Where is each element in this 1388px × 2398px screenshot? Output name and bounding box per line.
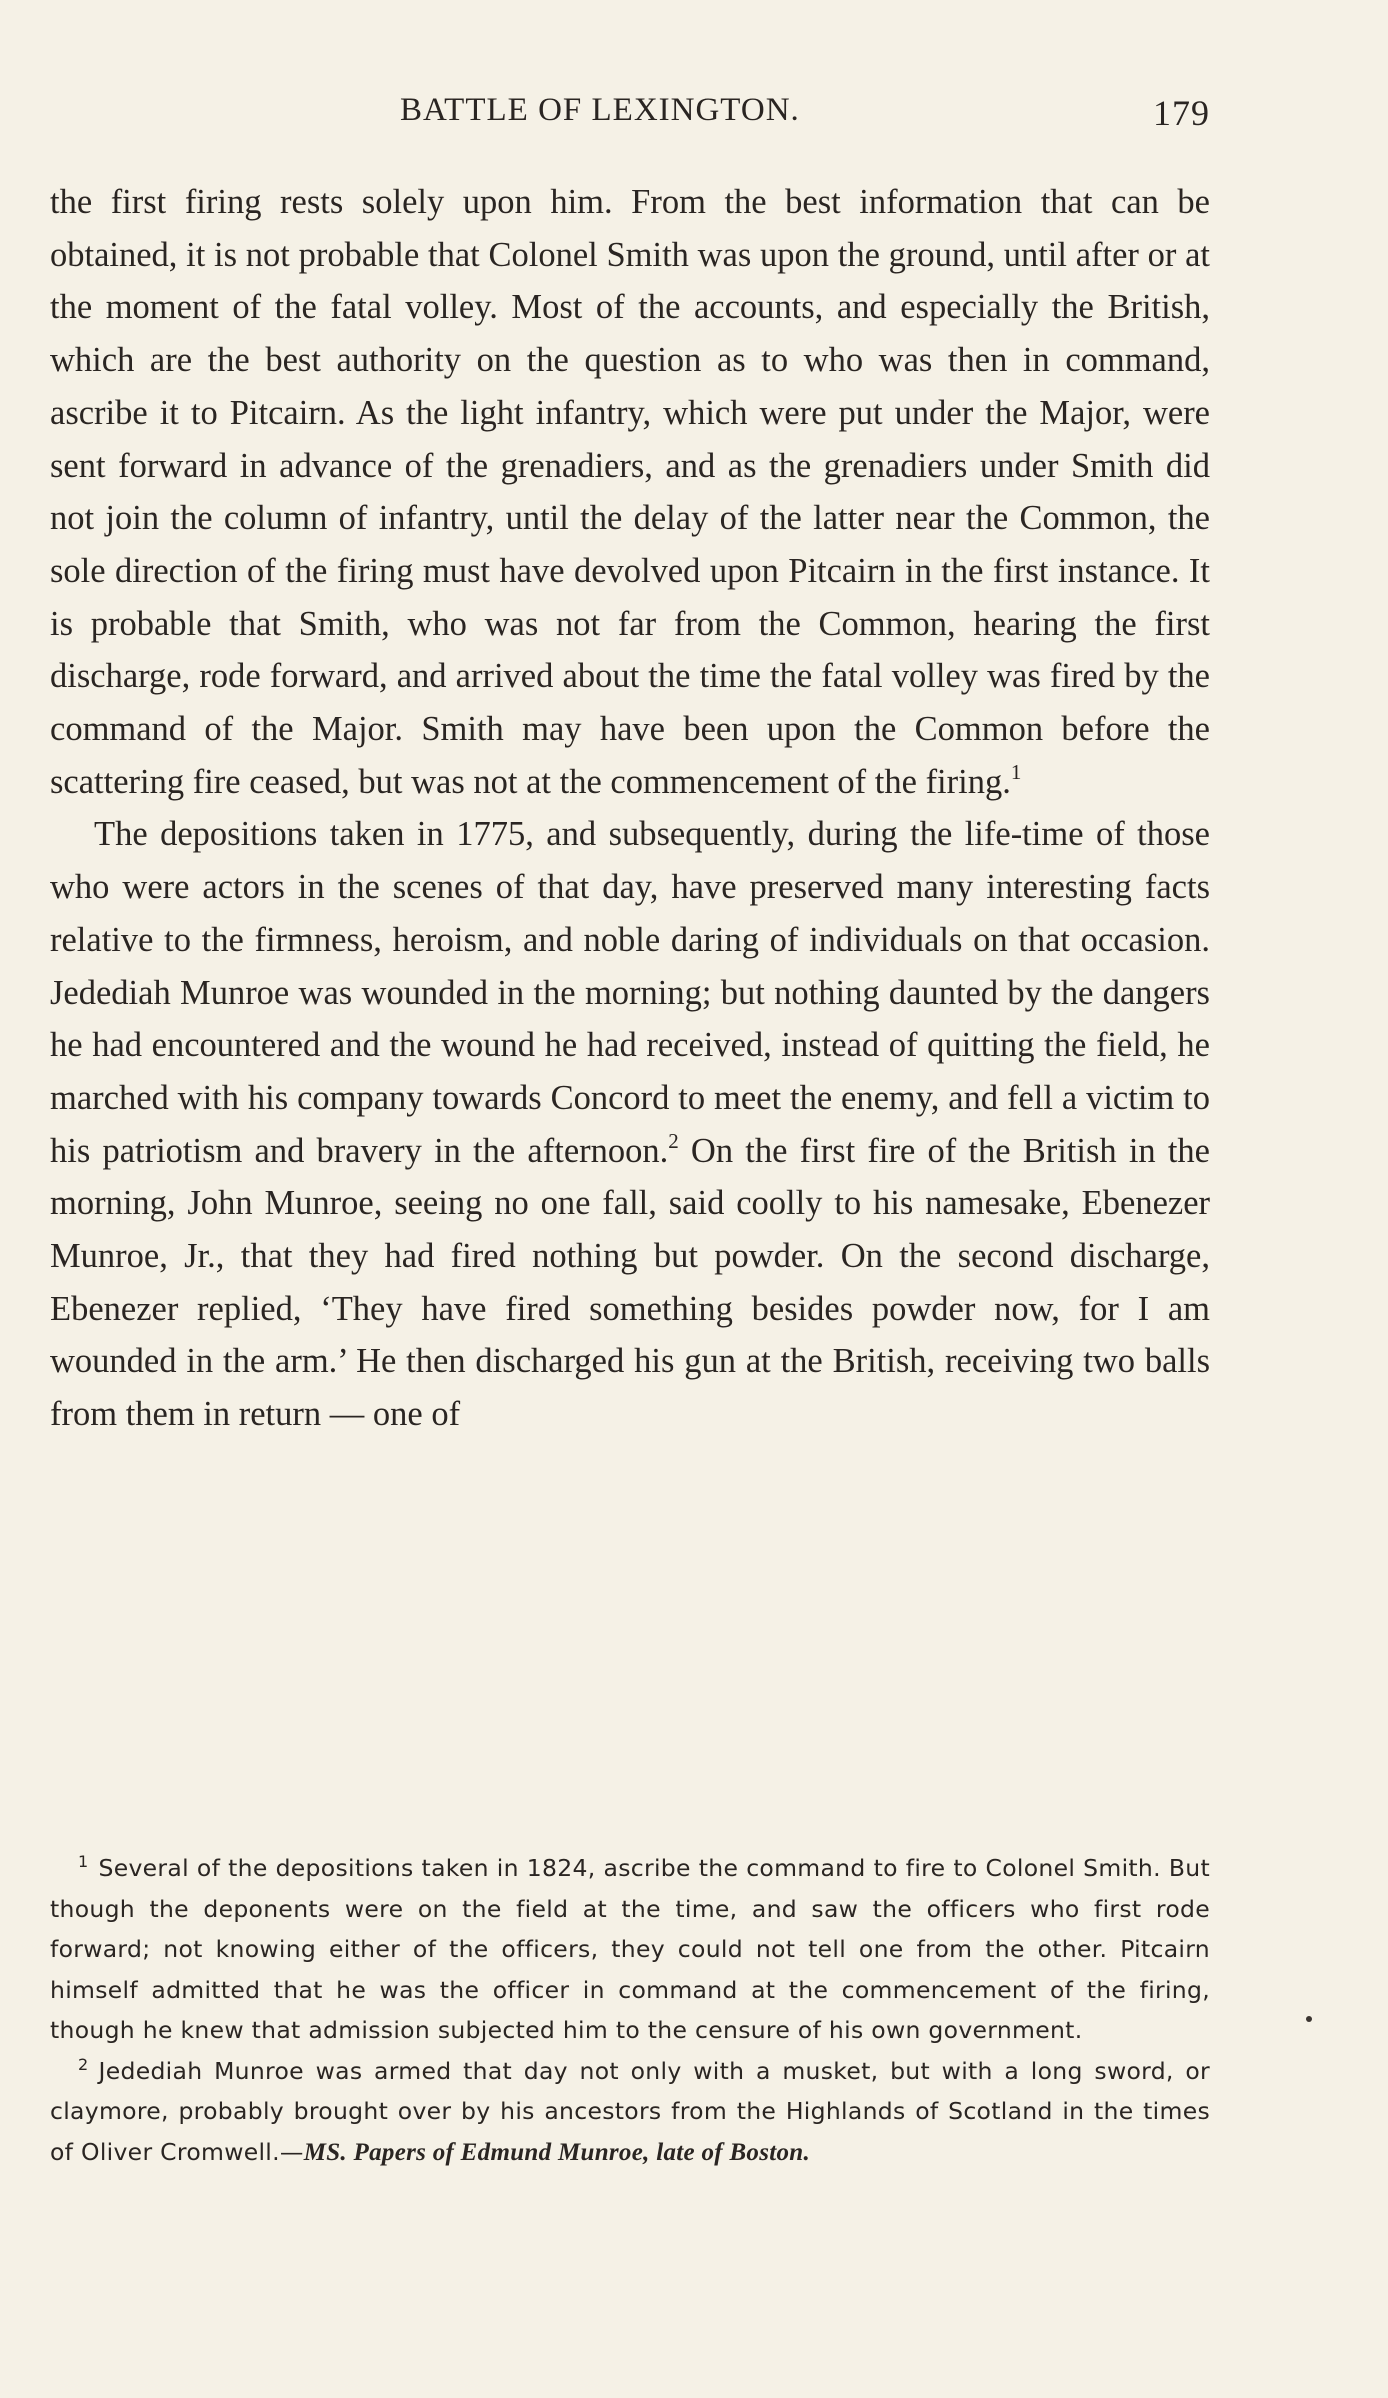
footnote-2-source: MS. Papers of Edmund Munroe, late of Boston.: [303, 2138, 811, 2166]
footnote-2-text: Jedediah Munroe was armed that day not only with a musket, but with a long sword, or claymore, probably brought over by his ancestors from the Highlands of Scotland in the times of Oliver Cromwell.—: [50, 2056, 1210, 2166]
paragraph-1: [50, 176, 1210, 808]
footnote-1: [50, 1848, 1210, 2051]
paragraph-2-text: The depositions taken in 1775, and subsequently, during the life-time of those who were actors in the scenes of that day, have preserved many interesting facts relative to the firmness, heroism, and noble daring of individuals on that occasion. Jedediah Munroe was wounded in the morning; but nothing daunted by the dangers he had encountered and the wound he had received, instead of quitting the field, he marched with his company towards Concord to meet the enemy, and fell a victim to his patriotism and bravery in the afternoon.: [50, 815, 1210, 1170]
paragraph-2-continuation: On the first fire of the British in the morning, John Munroe, seeing no one fall, said coolly to his namesake, Ebenezer Munroe, Jr., that they had fired nothing but powder. On the second discharge, Ebenezer replied, ‘They have fired something besides powder now, for I am wounded in the arm.’ He then discharged his gun at the British, receiving two balls from them in return — one of: [50, 1131, 1210, 1434]
body-text: [50, 176, 1210, 1441]
footnote-ref-1: 1: [1010, 759, 1022, 784]
paragraph-1-text: the first firing rests solely upon him. From the best information that can be obtained, it is not probable that Colonel Smith was upon the ground, until after or at the moment of the fatal volley. Most of the accounts, and especially the British, which are the best authority on the question as to who was then in command, ascribe it to Pitcairn. As the light infantry, which were put under the Major, were sent forward in advance of the grenadiers, and as the grenadiers under Smith did not join the column of infantry, until the delay of the latter near the Common, the sole direction of the firing must have devolved upon Pitcairn in the first instance. It is probable that Smith, who was not far from the Common, hearing the first discharge, rode forward, and arrived about the time the fatal volley was fired by the command of the Major. Smith may have been upon the Common before the scattering fire ceased, but was not at the commencement of the firing.: [50, 183, 1210, 801]
footnotes: [50, 1848, 1210, 2173]
footnote-1-text: Several of the depositions taken in 1824, ascribe the command to fire to Colonel Smith. But though the deponents were on the field at the time, and saw the officers who first rode forward; not knowing either of the officers, they could not tell one from the other. Pitcairn himself admitted that he was the officer in command at the commencement of the firing, though he knew that admission subjected him to the censure of his own government.: [50, 1854, 1210, 2044]
ink-speck: [1306, 2016, 1312, 2022]
page-number: 179: [1153, 93, 1210, 133]
paragraph-2: [50, 808, 1210, 1440]
running-title: BATTLE OF LEXINGTON.: [400, 92, 800, 128]
running-head: [50, 92, 1210, 142]
footnote-2-mark: 2: [78, 2054, 89, 2074]
footnote-2: [50, 2051, 1210, 2174]
footnote-1-mark: 1: [78, 1852, 89, 1871]
footnote-ref-2: 2: [668, 1128, 679, 1153]
